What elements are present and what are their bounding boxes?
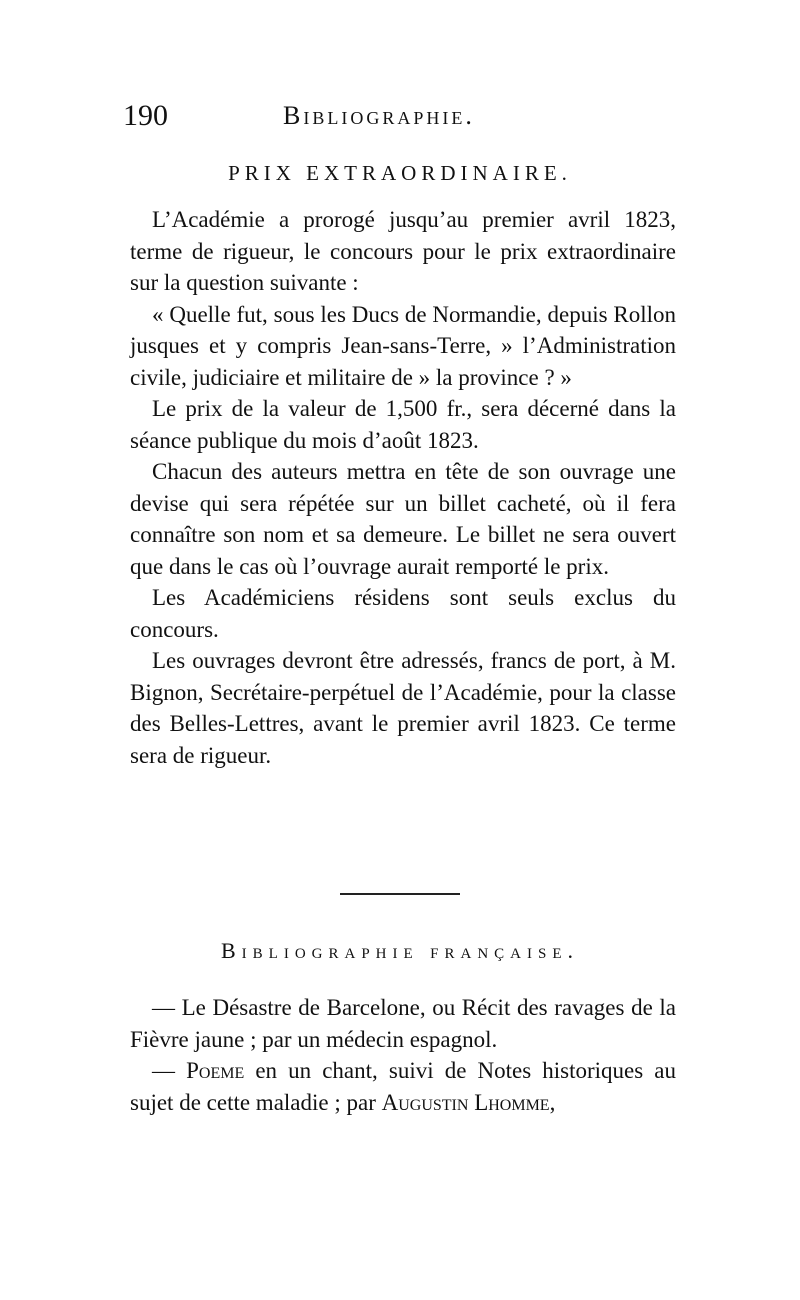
bibliographie-section-body (130, 992, 676, 1118)
running-head: Bibliographie. (283, 101, 475, 130)
entry-poeme-author: Augustin Lhomme (381, 1089, 550, 1115)
paragraph-devise: Chacun des auteurs mettra en tête de son ouvrage une devise qui sera répétée sur un billet cacheté, où il fera connaître son nom et sa demeure. Le billet ne sera ouvert que dans le cas où l’ouvrage aurait remporté le prix. (130, 459, 676, 579)
entry-poeme-tail: , (549, 1089, 556, 1115)
paragraph-prize-value: Le prix de la valeur de 1,500 fr., sera décerné dans la séance publique du mois d’août 1823. (130, 396, 676, 453)
prix-section-title: PRIX EXTRAORDINAIRE. (228, 161, 572, 185)
page-header (123, 96, 683, 136)
section-divider (340, 893, 460, 895)
page-number: 190 (123, 99, 168, 132)
prix-section-body (130, 204, 676, 771)
paragraph-question-quote: « Quelle fut, sous les Ducs de Normandie, depuis Rollon jusques et y compris Jean-sans-Terre, » l’Administration civile, judiciaire et militaire de » la province ? » (130, 301, 676, 390)
paragraph-prorogation: L’Académie a prorogé jusqu’au premier avril 1823, terme de rigueur, le concours pour le prix extraordinaire sur la question suivante : (130, 207, 676, 295)
paragraph-submission: Les ouvrages devront être adressés, francs de port, à M. Bignon, Secrétaire-perpétuel de l’Académie, pour la classe des Belles-Lettres, avant le premier avril 1823. Ce terme sera de rigueur. (130, 648, 676, 768)
entry-poeme-text: en un chant, suivi de Notes historiques au sujet de cette maladie ; par (130, 1058, 676, 1115)
entry-poeme-lead: — Poeme (152, 1058, 245, 1083)
paragraph-exclusion: Les Académiciens résidens sont seuls exclus du concours. (130, 585, 676, 642)
entry-desastre-barcelone: — Le Désastre de Barcelone, ou Récit des ravages de la Fièvre jaune ; par un médecin espagnol. (130, 995, 676, 1052)
entry-poeme (130, 1055, 676, 1118)
bibliographie-section-title: Bibliographie française. (220, 938, 580, 963)
